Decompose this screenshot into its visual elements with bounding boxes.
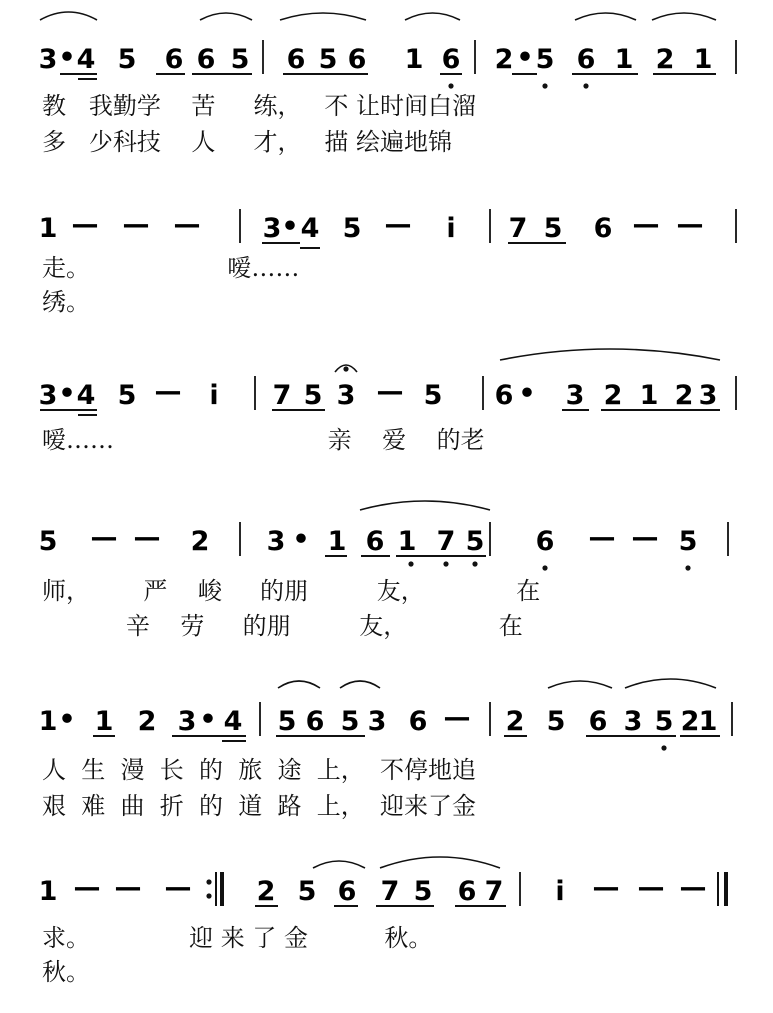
sustain-dash: —	[443, 702, 471, 733]
repeat-dot	[206, 879, 211, 884]
note-digit: 2	[256, 876, 276, 907]
note-digit: 3	[38, 44, 58, 75]
slur	[652, 13, 716, 20]
lyric-line: 走。 嗳……	[42, 254, 300, 282]
lyric-line: 师， 严 峻 的朋 友， 在	[42, 577, 541, 605]
sustain-dash: —	[592, 872, 620, 903]
note-digit: 5	[413, 876, 433, 907]
note-digit: 2	[603, 380, 623, 411]
note-digit: 1	[698, 706, 718, 737]
note-digit: 7	[484, 876, 504, 907]
note-digit: i	[555, 876, 565, 907]
sustain-dash: —	[679, 872, 707, 903]
lyric-line: 艰 难 曲 折 的 道 路 上， 迎来了金	[42, 792, 477, 820]
note-digit: 5	[535, 44, 555, 75]
note-digit: 6	[196, 44, 216, 75]
note-digit: 3	[177, 706, 197, 737]
note-digit: 6	[576, 44, 596, 75]
octave-dot	[408, 561, 413, 566]
note-digit: 3	[336, 380, 356, 411]
sustain-dash: —	[384, 209, 412, 240]
slur	[548, 681, 612, 688]
note-digit: 7	[436, 526, 456, 557]
augmentation-dot: •	[58, 378, 76, 409]
note-digit: 1	[94, 706, 114, 737]
note-digit: 5	[678, 526, 698, 557]
note-digit: 5	[230, 44, 250, 75]
note-digit: 1	[639, 380, 659, 411]
note-digit: 1	[327, 526, 347, 557]
note-digit: 4	[223, 706, 243, 737]
note-digit: 2	[137, 706, 157, 737]
sustain-dash: —	[90, 522, 118, 553]
note-digit: 6	[588, 706, 608, 737]
octave-dot	[661, 745, 666, 750]
note-digit: 5	[38, 526, 58, 557]
note-digit: 1	[38, 213, 58, 244]
sustain-dash: —	[71, 209, 99, 240]
sustain-dash: —	[114, 872, 142, 903]
sustain-dash: —	[164, 872, 192, 903]
repeat-dot	[206, 893, 211, 898]
note-digit: 7	[380, 876, 400, 907]
augmentation-dot: •	[199, 704, 217, 735]
note-digit: 7	[508, 213, 528, 244]
note-digit: 2	[190, 526, 210, 557]
note-digit: 5	[423, 380, 443, 411]
note-digit: 5	[340, 706, 360, 737]
augmentation-dot: •	[518, 378, 536, 409]
note-digit: 3	[565, 380, 585, 411]
note-digit: 4	[76, 44, 96, 75]
fermata-dot	[343, 366, 348, 371]
note-digit: 5	[318, 44, 338, 75]
note-digit: 2	[674, 380, 694, 411]
note-digit: 5	[277, 706, 297, 737]
sustain-dash: —	[73, 872, 101, 903]
note-digit: 5	[117, 44, 137, 75]
sustain-dash: —	[376, 376, 404, 407]
note-digit: 5	[117, 380, 137, 411]
sustain-dash: —	[133, 522, 161, 553]
note-digit: 6	[164, 44, 184, 75]
slur	[500, 349, 720, 360]
octave-dot	[542, 83, 547, 88]
slur	[278, 681, 320, 688]
sustain-dash: —	[588, 522, 616, 553]
slur	[405, 13, 460, 20]
note-digit: 1	[38, 706, 58, 737]
note-digit: 3	[698, 380, 718, 411]
note-digit: 6	[305, 706, 325, 737]
sustain-dash: —	[676, 209, 704, 240]
note-digit: 3	[367, 706, 387, 737]
note-digit: 5	[543, 213, 563, 244]
note-digit: 1	[693, 44, 713, 75]
note-digit: 2	[505, 706, 525, 737]
slur	[625, 679, 716, 688]
note-digit: 3	[623, 706, 643, 737]
note-digit: 6	[593, 213, 613, 244]
lyric-line: 多 少科技 人 才， 描 绘遍地锦	[42, 128, 453, 156]
note-digit: 1	[404, 44, 424, 75]
slur	[380, 857, 500, 868]
note-digit: 5	[654, 706, 674, 737]
note-digit: 3	[38, 380, 58, 411]
augmentation-dot: •	[292, 524, 310, 555]
augmentation-dot: •	[58, 704, 76, 735]
octave-dot	[583, 83, 588, 88]
slur	[313, 861, 365, 868]
note-digit: 6	[535, 526, 555, 557]
octave-dot	[448, 83, 453, 88]
note-digit: 2	[655, 44, 675, 75]
note-digit: 2	[494, 44, 514, 75]
note-digit: 5	[297, 876, 317, 907]
octave-dot	[443, 561, 448, 566]
lyric-line: 辛 劳 的朋 友， 在	[42, 612, 523, 640]
octave-dot	[542, 565, 547, 570]
slur	[575, 13, 636, 20]
note-digit: 1	[614, 44, 634, 75]
lyric-line: 教 我勤学 苦 练， 不 让时间白溜	[42, 92, 477, 120]
note-digit: 4	[300, 213, 320, 244]
lyric-line: 秋。	[42, 958, 90, 986]
octave-dot	[472, 561, 477, 566]
lyric-line: 嗳…… 亲 爱 的老	[42, 426, 485, 454]
note-digit: 2	[680, 706, 700, 737]
note-digit: 5	[546, 706, 566, 737]
sustain-dash: —	[637, 872, 665, 903]
augmentation-dot: •	[58, 42, 76, 73]
note-digit: 5	[342, 213, 362, 244]
sustain-dash: —	[632, 209, 660, 240]
slur	[200, 13, 252, 20]
sustain-dash: —	[631, 522, 659, 553]
note-digit: 6	[286, 44, 306, 75]
note-digit: i	[446, 213, 456, 244]
note-digit: 1	[397, 526, 417, 557]
note-digit: 6	[337, 876, 357, 907]
lyric-line: 求。 迎 来 了 金 秋。	[42, 924, 433, 952]
note-digit: 6	[365, 526, 385, 557]
note-digit: 5	[465, 526, 485, 557]
lyric-line: 绣。	[42, 288, 90, 316]
slur	[340, 681, 380, 688]
slur	[40, 12, 97, 20]
augmentation-dot: •	[281, 211, 299, 242]
note-digit: 1	[38, 876, 58, 907]
sustain-dash: —	[173, 209, 201, 240]
octave-dot	[685, 565, 690, 570]
note-digit: 6	[408, 706, 428, 737]
note-digit: 6	[347, 44, 367, 75]
note-digit: 4	[76, 380, 96, 411]
slur	[280, 13, 366, 20]
sustain-dash: —	[154, 376, 182, 407]
note-digit: 6	[441, 44, 461, 75]
note-digit: 5	[303, 380, 323, 411]
note-digit: i	[209, 380, 219, 411]
note-digit: 6	[494, 380, 514, 411]
augmentation-dot: •	[516, 42, 534, 73]
note-digit: 3	[262, 213, 282, 244]
note-digit: 3	[266, 526, 286, 557]
note-digit: 6	[457, 876, 477, 907]
slur	[360, 501, 490, 510]
sustain-dash: —	[122, 209, 150, 240]
lyric-line: 人 生 漫 长 的 旅 途 上， 不停地追	[42, 756, 477, 784]
note-digit: 7	[272, 380, 292, 411]
